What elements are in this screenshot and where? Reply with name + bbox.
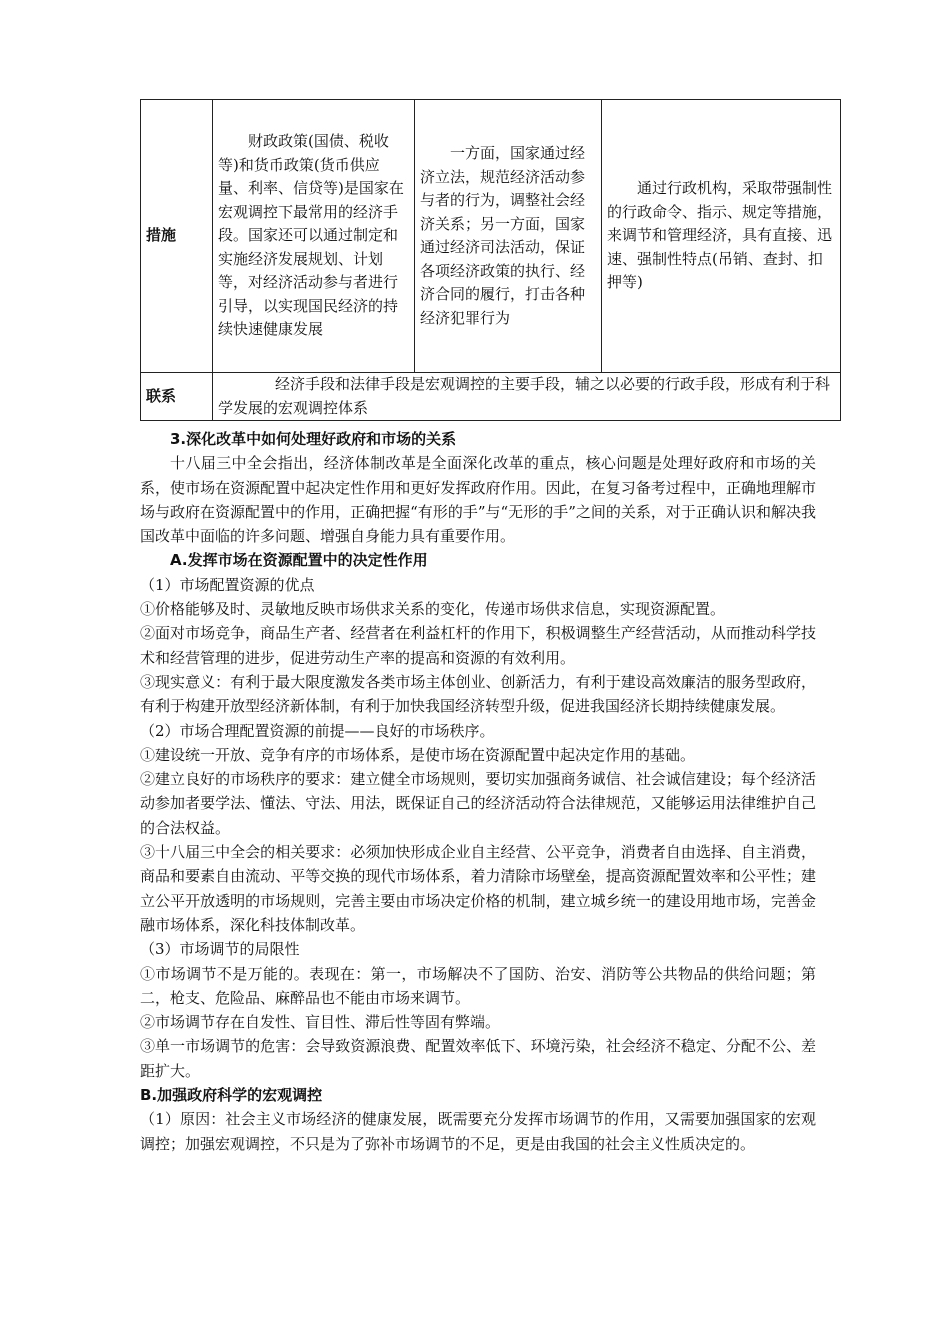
macro-control-table <box>140 99 841 421</box>
part-b-heading: B.加强政府科学的宏观调控 <box>140 1086 323 1105</box>
part-a-sub1-heading: （1）市场配置资源的优点 <box>140 575 315 594</box>
section-3-heading: 3.深化改革中如何处理好政府和市场的关系 <box>170 430 457 448</box>
row-label-connection: 联系 <box>141 373 213 421</box>
paragraph: （1）原因：社会主义市场经济的健康发展，既需要充分发挥市场调节的作用，又需要加强国家的宏观调控；加强宏观调控，不只是为了弥补市场调节的不足，更是由我国的社会主义性质决定的。 <box>140 1110 816 1153</box>
paragraph: ③单一市场调节的危害：会导致资源浪费、配置效率低下、环境污染，社会经济不稳定、分配不公、差距扩大。 <box>140 1037 816 1080</box>
paragraph: ③现实意义：有利于最大限度激发各类市场主体创业、创新活力，有利于建设高效廉洁的服务型政府，有利于构建开放型经济新体制，有利于加快我国经济转型升级，促进我国经济长期持续健康发展。 <box>140 672 816 716</box>
table-row-measures <box>141 100 841 373</box>
paragraph: ①价格能够及时、灵敏地反映市场供求关系的变化，传递市场供求信息，实现资源配置。 <box>140 600 726 619</box>
part-a-heading: A.发挥市场在资源配置中的决定性作用 <box>170 551 428 570</box>
part-a-sub2-heading: （2）市场合理配置资源的前提——良好的市场秩序。 <box>140 721 495 740</box>
paragraph: ②面对市场竞争，商品生产者、经营者在利益杠杆的作用下，积极调整生产经营活动，从而推动科学技术和经营管理的进步，促进劳动生产率的提高和资源的有效利用。 <box>140 624 816 667</box>
economic-means-cell: 财政政策(国债、税收等)和货币政策(货币供应量、利率、信贷等)是国家在宏观调控下最常用的经济手段。国家还可以通过制定和实施经济发展规划、计划等，对经济活动参与者进行引导，以实现国民经济的持续快速健康发展 <box>213 100 415 373</box>
paragraph: ②建立良好的市场秩序的要求：建立健全市场规则，要切实加强商务诚信、社会诚信建设；每个经济活动参加者要学法、懂法、守法、用法，既保证自己的经济活动符合法律规范，又能够运用法律维护自己的合法权益。 <box>140 770 816 837</box>
paragraph: ①市场调节不是万能的。表现在：第一，市场解决不了国防、治安、消防等公共物品的供给问题；第二，枪支、危险品、麻醉品也不能由市场来调节。 <box>140 964 816 1007</box>
legal-means-cell: 一方面，国家通过经济立法，规范经济活动参与者的行为，调整社会经济关系；另一方面，国家通过经济司法活动，保证各项经济政策的执行、经济合同的履行，打击各种经济犯罪行为 <box>415 100 602 373</box>
paragraph: ②市场调节存在自发性、盲目性、滞后性等固有弊端。 <box>140 1013 501 1032</box>
administrative-means-cell: 通过行政机构，采取带强制性的行政命令、指示、规定等措施，来调节和管理经济，具有直接、迅速、强制性特点(吊销、查封、扣押等) <box>602 100 841 373</box>
row-label-measures: 措施 <box>141 100 213 373</box>
table-row-connection <box>141 373 841 421</box>
paragraph: ①建设统一开放、竞争有序的市场体系，是使市场在资源配置中起决定作用的基础。 <box>140 745 696 764</box>
body-text <box>140 427 816 1156</box>
part-a-sub3-heading: （3）市场调节的局限性 <box>140 940 300 959</box>
section-3-intro: 十八届三中全会指出，经济体制改革是全面深化改革的重点，核心问题是处理好政府和市场的关系，使市场在资源配置中起决定性作用和更好发挥政府作用。因此，在复习备考过程中，正确地理解市场与政府在资源配置中的作用，正确把握“有形的手”与“无形的手”之间的关系，对于正确认识和解决我国改革中面临的许多问题、增强自身能力具有重要作用。 <box>140 454 816 546</box>
paragraph: ③十八届三中全会的相关要求：必须加快形成企业自主经营、公平竞争，消费者自由选择、自主消费，商品和要素自由流动、平等交换的现代市场体系，着力清除市场壁垒，提高资源配置效率和公平性；建立公平开放透明的市场规则，完善主要由市场决定价格的机制，建立城乡统一的建设用地市场，完善金融市场体系，深化科技体制改革。 <box>140 843 816 934</box>
connection-cell: 经济手段和法律手段是宏观调控的主要手段，辅之以必要的行政手段，形成有利于科学发展的宏观调控体系 <box>213 373 841 421</box>
